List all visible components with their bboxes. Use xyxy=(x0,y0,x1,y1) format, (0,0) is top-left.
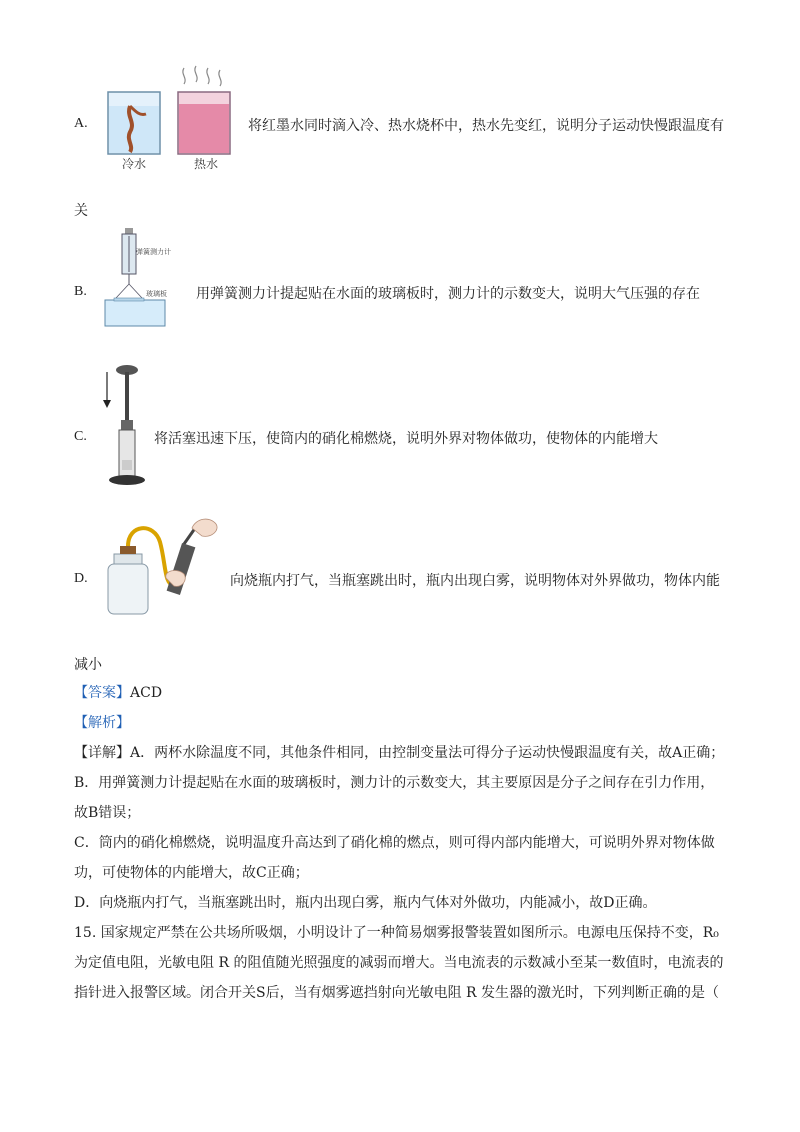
hot-water-label: 热水 xyxy=(194,157,219,171)
down-arrow-icon xyxy=(103,372,111,408)
option-a-text: 将红墨水同时滴入冷、热水烧杯中，热水先变红，说明分子运动快慢跟温度有 xyxy=(248,118,724,134)
spring-scale-label: 弹簧测力计 xyxy=(136,248,171,256)
option-a-figure xyxy=(100,62,240,172)
option-d-text-cont: 减小 xyxy=(74,657,102,673)
analysis-line-6: D．向烧瓶内打气，当瓶塞跳出时，瓶内出现白雾，瓶内气体对外做功，内能减小，故D正确。 xyxy=(74,895,657,911)
question-15-line-2: 为定值电阻，光敏电阻 R 的阻值随光照强度的减弱而增大。当电流表的示数减小至某一数值时，电流表的 xyxy=(74,955,724,971)
option-b-text: 用弹簧测力计提起贴在水面的玻璃板时，测力计的示数变大，说明大气压强的存在 xyxy=(196,286,700,302)
spring-scale-icon xyxy=(116,228,142,298)
option-b-figure xyxy=(102,226,188,328)
option-d-figure xyxy=(104,514,222,618)
answer-value: ACD xyxy=(130,685,163,701)
detail-tag: 【详解】 xyxy=(74,745,130,761)
glass-plate-label: 玻璃板 xyxy=(146,290,167,298)
option-d-text: 向烧瓶内打气，当瓶塞跳出时，瓶内出现白雾，说明物体对外界做功，物体内能 xyxy=(230,573,720,589)
analysis-line-4: C．筒内的硝化棉燃烧，说明温度升高达到了硝化棉的燃点，则可得内部内能增大，可说明外界对物体做 xyxy=(74,835,715,851)
piston-cylinder-icon xyxy=(109,365,145,485)
hot-water-beaker-icon xyxy=(178,66,230,154)
cold-water-beaker-icon xyxy=(108,92,160,154)
option-b-letter: B. xyxy=(74,284,87,299)
option-c-text: 将活塞迅速下压，使筒内的硝化棉燃烧，说明外界对物体做功，使物体的内能增大 xyxy=(154,431,658,447)
cold-water-label: 冷水 xyxy=(122,157,147,171)
option-d-letter: D. xyxy=(74,571,88,586)
analysis-line-3: 故B错误； xyxy=(74,805,141,821)
analysis-line-2: B．用弹簧测力计提起贴在水面的玻璃板时，测力计的示数变大，其主要原因是分子之间存在引力作用， xyxy=(74,775,715,791)
water-tank-icon xyxy=(105,298,165,326)
question-15-line-1: 15. 国家规定严禁在公共场所吸烟，小明设计了一种简易烟雾报警装置如图所示。电源电压保持不变，R₀ xyxy=(74,925,719,941)
option-c-figure xyxy=(100,362,150,488)
question-15-line-3: 指针进入报警区域。闭合开关S后，当有烟雾遮挡射向光敏电阻 R 发生器的激光时，下列判断正确的是（ xyxy=(74,985,720,1001)
option-a-letter: A. xyxy=(74,116,88,131)
option-a-text-cont: 关 xyxy=(74,203,88,219)
analysis-text-a: A．两杯水除温度不同，其他条件相同，由控制变量法可得分子运动快慢跟温度有关，故A正确； xyxy=(130,745,725,761)
answer-tag: 【答案】 xyxy=(74,685,130,701)
analysis-line-5: 功，可使物体的内能增大，故C正确； xyxy=(74,865,309,881)
answer-line xyxy=(74,683,162,703)
option-c-letter: C. xyxy=(74,429,87,444)
analysis-tag: 【解析】 xyxy=(74,715,130,731)
analysis-line-1 xyxy=(74,743,724,763)
flask-icon xyxy=(108,546,148,614)
